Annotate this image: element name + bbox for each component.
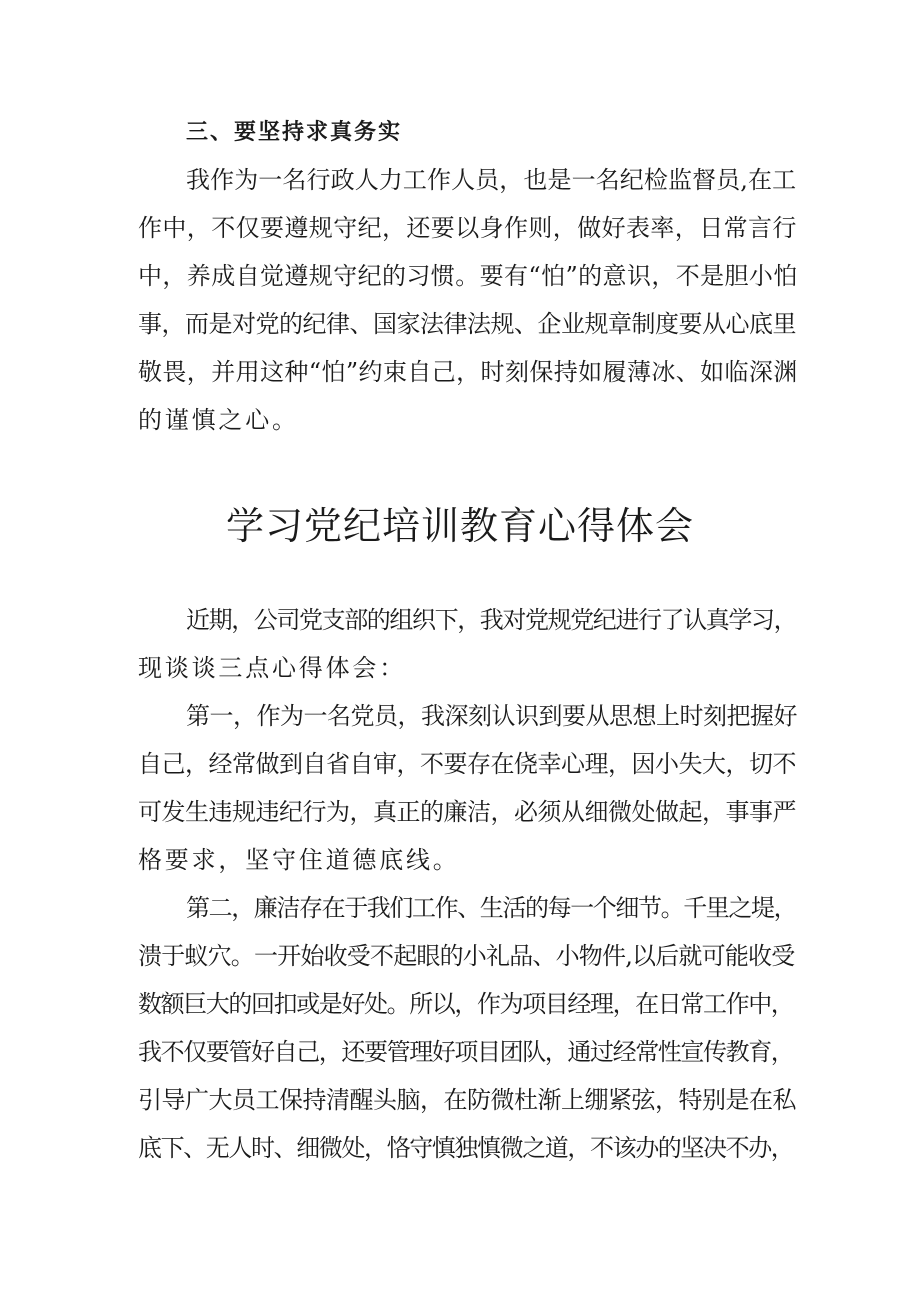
section-heading: 三、要坚持求真务实	[186, 119, 403, 145]
paragraph-line: 底下、无人时、细微处，恪守慎独慎微之道，不该办的坚决不办，	[138, 1134, 794, 1162]
paragraph-line: 我作为一名行政人力工作人员，也是一名纪检监督员,在工	[186, 166, 797, 194]
paragraph-line: 自己，经常做到自省自审，不要存在侥幸心理，因小失大，切不	[138, 750, 796, 778]
paragraph-line: 第二，廉洁存在于我们工作、生活的每一个细节。千里之堤，	[186, 894, 797, 922]
article-title: 学习党纪培训教育心得体会	[225, 504, 694, 548]
paragraph-line: 事，而是对党的纪律、国家法律法规、企业规章制度要从心底里	[138, 310, 796, 338]
paragraph-line: 引导广大员工保持清醒头脑，在防微杜渐上绷紧弦，特别是在私	[138, 1086, 796, 1114]
paragraph-line: 作中，不仅要遵规守纪，还要以身作则，做好表率，日常言行	[138, 214, 797, 242]
paragraph-line: 格要求，坚守住道德底线。	[138, 846, 460, 874]
paragraph-line: 溃于蚁穴。一开始收受不起眼的小礼品、小物件,以后就可能收受	[138, 942, 795, 970]
paragraph-line: 我不仅要管好自己，还要管理好项目团队，通过经常性宣传教育，	[138, 1038, 794, 1066]
paragraph-line: 数额巨大的回扣或是好处。所以，作为项目经理，在日常工作中，	[138, 990, 794, 1018]
paragraph-line: 敬畏，并用这种“怕”约束自己，时刻保持如履薄冰、如临深渊	[138, 358, 798, 386]
paragraph-line: 现谈谈三点心得体会：	[138, 654, 406, 682]
paragraph-line: 第一，作为一名党员，我深刻认识到要从思想上时刻把握好	[186, 702, 797, 730]
paragraph-line: 的谨慎之心。	[138, 406, 299, 434]
paragraph-line: 可发生违规违纪行为，真正的廉洁，必须从细微处做起，事事严	[138, 798, 796, 826]
paragraph-line: 中，养成自觉遵规守纪的习惯。要有“怕”的意识，不是胆小怕	[138, 262, 798, 290]
paragraph-line: 近期，公司党支部的组织下，我对党规党纪进行了认真学习，	[186, 606, 797, 634]
